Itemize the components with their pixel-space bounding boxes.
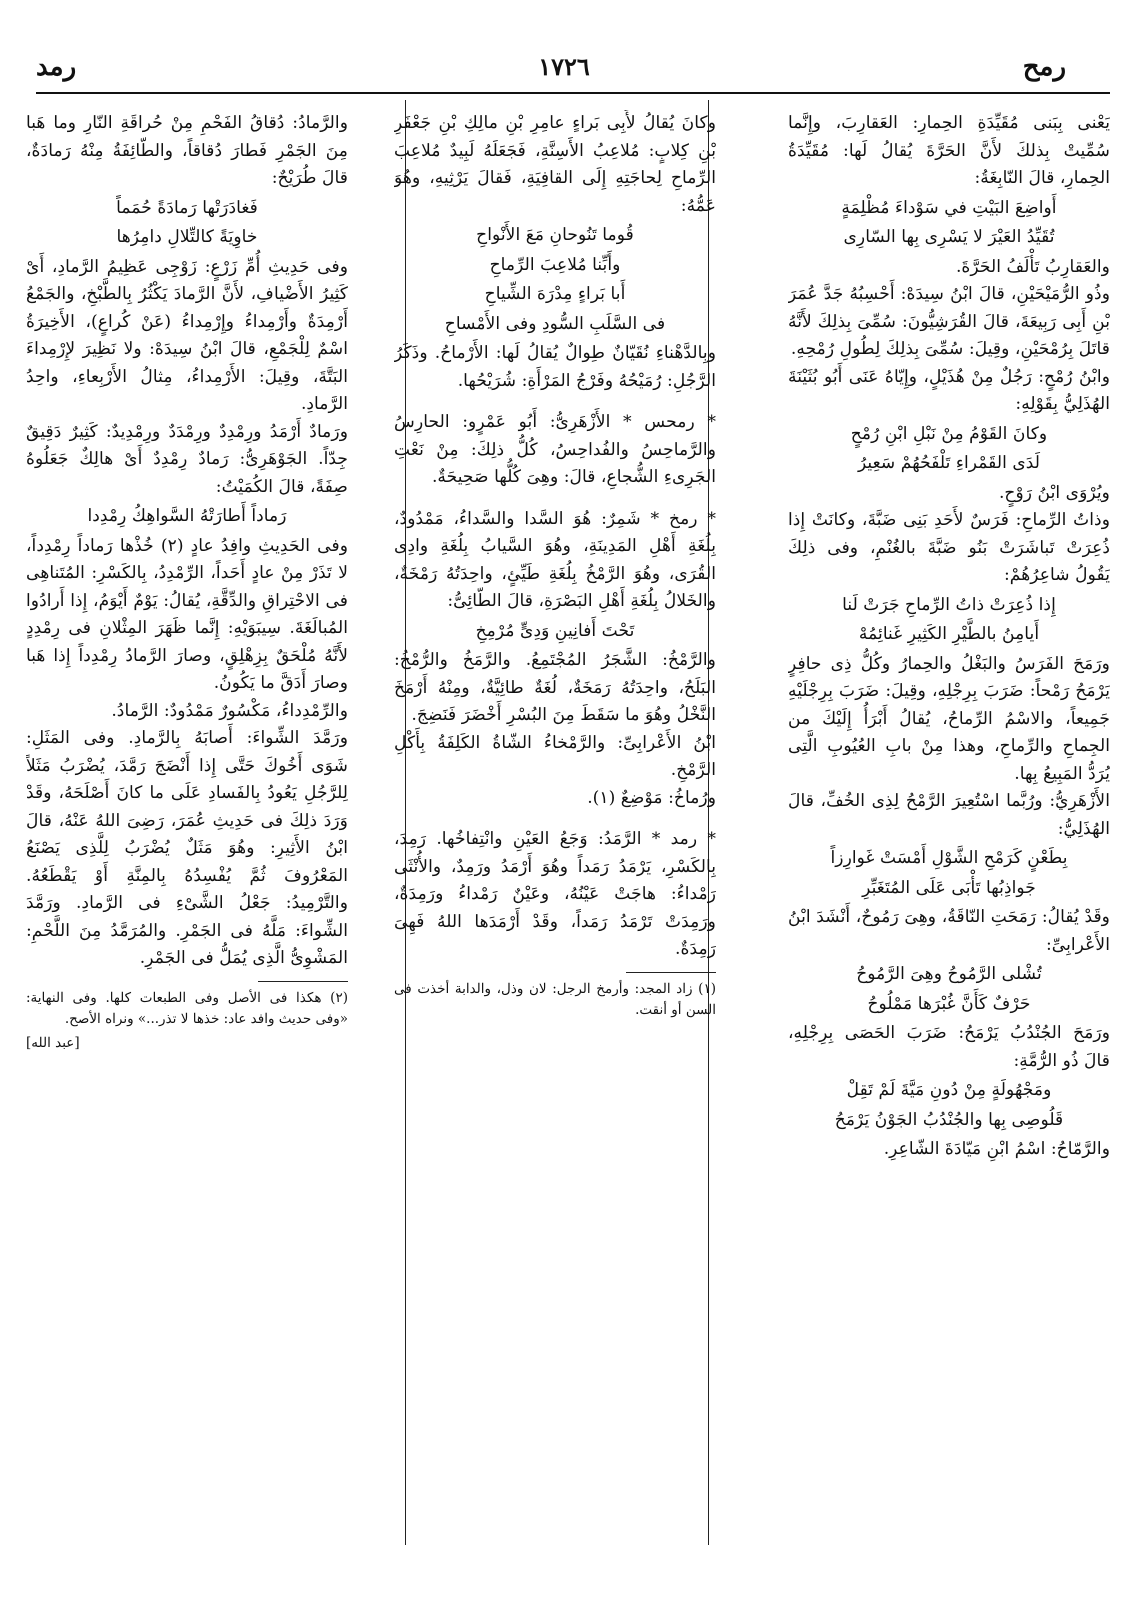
entry-text: وذاتُ الرِّماحِ: فَرَسٌ لأَحَدِ بَنِى ضَبَّةَ، وكانَتْ إِذا ذُعِرَتْ تَباشَرَتْ بَنُو ضَبَّةَ بالغُنْمِ، وفى ذلِكَ يَقُولُ شاعِرُهُمْ: — [788, 510, 1110, 585]
entry-text: ورَمَحَ الفَرَسُ والبَغْلُ والحِمارُ وكُلُّ ذِى حافِرٍ يَرْمَحُ رَمْحاً: ضَرَبَ بِرِجْلِهِ، وقِيلَ: ضَرَبَ بِرِجْلَيْهِ جَمِيعاً، والاسْمُ الرِّماحُ، يُقالُ أَبْرَأُ إِلَيْكَ من الجِماحِ والرِّماحِ، وهذا مِنْ بابِ العُيُوبِ الَّتِى يُرَدُّ المَبِيعُ بِها. — [788, 653, 1110, 784]
verse-line: فَغادَرَتْها رَمادَةً حُمَماً — [116, 197, 258, 218]
verse-line: وأَبِّنا مُلاعِبَ الرِّماحِ — [489, 254, 621, 275]
entry-rmd: * رمد * الرَّمَدُ: وَجَعُ العَيْنِ وانْتِفاخُها. رَمِدَ، بِالكَسْرِ، يَرْمَدُ رَمَداً وهُوَ أَرْمَدُ ورَمِدٌ، والأُنْثَى رَمْداءُ: هاجَتْ عَيْنُهُ، وعَيْنٌ رَمْداءُ ورَمِدَةٌ، ورَمِدَتْ تَرْمَدُ رَمَداً، وقَدْ أَرْمَدَها اللهُ فَهِىَ رَمِدَةٌ. — [394, 829, 716, 959]
verse-line: حَرْفٌ كَأَنَّ غُبْرَها مَمْلُوحُ — [867, 993, 1031, 1014]
verse-line: إِذا ذُعِرَتْ ذاتُ الرِّماحِ جَرَتْ لَنا — [842, 594, 1056, 615]
verse-line: تَحْتَ أَفانِينِ وَدِىٍّ مُرْمِخِ — [475, 620, 635, 641]
entry-text: ويُرْوَى ابْنُ رَوْحٍ. — [998, 482, 1110, 503]
entry-text: وابْنُ رُمْحٍ: رَجُلٌ مِنْ هُذَيْلٍ، وإِيّاهُ عَنَى أَبُو بُثَيْنَةَ الهُذَلِيُّ بِقَوْلِهِ: — [788, 366, 1110, 414]
entry-text: ورَمَحَ الجُنْدُبُ يَرْمَحُ: ضَرَبَ الحَصَى بِرِجْلِهِ، قالَ ذُو الرُّمَّةِ: — [788, 1023, 1110, 1071]
verse-line: رَماداً أَطارَتْهُ السَّواهِكُ رِمْدِدا — [87, 506, 287, 526]
verse-line: تُقَيِّدُ العَيْرَ لا يَسْرِى بِها السّارِى — [843, 227, 1055, 247]
entry-text: والرَّمْخُ: الشَّجَرُ المُجْتَمِعُ. والرَّمَخُ والرُّمْخُ: البَلَحُ، واحِدَتُهُ رَمَخَةٌ، لُغَةٌ طائِيَّةٌ، ومِنْهُ أَرْمَخَ النَّخْلُ وهُوَ ما سَقَطَ مِنَ البُسْرِ أَخْضَرَ فَنَضِجَ. — [394, 650, 716, 725]
entry-text: والرَّمادُ: دُقاقُ الفَحْمِ مِنْ حُراقَةِ النّارِ وما هَبا مِنَ الجَمْرِ فَطارَ دُقاقاً، والطّائِفَةُ مِنْهُ رَمادَةٌ، قالَ طُرَيْحٌ: — [26, 113, 348, 188]
column-middle — [394, 110, 716, 1540]
entry-text: وكانَ يُقالُ لأَبِى بَراءٍ عامِرِ بْنِ مالِكِ بْنِ جَعْفَرِ بْنِ كِلابٍ: مُلاعِبُ الأَسِنَّةِ، فَجَعَلَهُ لَبِيدٌ مُلاعِبَ الرِّماحِ لِحاجَتِهِ إِلَى القافِيَةِ، فَقالَ يَرْثِيهِ، وهُوَ عَمُّهُ: — [394, 113, 716, 216]
footnote-rule — [258, 981, 348, 982]
entry-text: يَعْنى بِبَنى مُقَيِّدَةِ الحِمارِ: العَقارِبَ، وإِنَّما سُمِّيتْ بِذلكَ لأَنَّ الحَرَّةَ يُقالُ لَها: مُقَيِّدَةُ الحِمارِ، قالَ النّابِغَةُ: — [788, 113, 1110, 188]
entry-text: والعَقارِبُ تَأْلَفُ الحَرَّةَ. — [955, 256, 1110, 277]
entry-text: وفى الحَدِيثِ وافِدُ عادٍ (٢) خُذْها رَماداً رِمْدِداً، لا تَذَرْ مِنْ عادٍ أَحَداً، الرِّمْدِدُ، بِالكَسْرِ: المُتَناهِى فى الاحْتِراقِ والدِّقَّةِ، يُقالُ: يَوْمٌ أَيْوَمُ، إِذا أَرادُوا المُبالَغَةَ. سِيبَوَيْهِ: إِنَّما ظَهَرَ المِثْلانِ فى رِمْدِدٍ لأَنَّهُ مُلْحَقٌ بِزِهْلِقٍ، وصارَ الرَّمادُ رِمْدِداً إِذا هَبا وصارَ أَدَقَّ ما يَكُونُ. — [26, 535, 348, 693]
verse-line: بِطَعْنٍ كَرَمْحِ الشَّوْلِ أَمْسَتْ غَوارِزاً — [830, 848, 1068, 868]
entry-text: ورَمَّدَ الشِّواءَ: أَصابَهُ بِالرَّمادِ. وفى المَثَلِ: شَوَى أَخُوكَ حَتَّى إِذا أَنْضَجَ رَمَّدَ، يُضْرَبُ مَثَلاً لِلرَّجُلِ يَعُودُ بِالفَسادِ عَلَى ما كانَ أَصْلَحَهُ، وقَدْ وَرَدَ ذلِكَ فى حَدِيثِ عُمَرَ، رَضِىَ اللهُ عَنْهُ، قالَ ابْنُ الأَثِيرِ: وهُوَ مَثَلٌ يُضْرَبُ لِلَّذِى يَصْنَعُ المَعْرُوفَ ثُمَّ يُفْسِدُهُ بِالمِنَّةِ أَوْ يَقْطَعُهُ. والتَّرْمِيدُ: جَعْلُ الشَّىْءِ فى الرَّمادِ. ورَمَّدَ الشِّواءَ: مَلَّهُ فى الجَمْرِ. والمُرَمَّدُ مِنَ اللَّحْمِ: المَشْوِىُّ الَّذِى يُمَلُّ فى الجَمْرِ. — [26, 728, 348, 968]
footnote-rule — [626, 972, 716, 973]
entry-text: والرَّمّاحُ: اسْمُ ابْنِ مَيّادَةَ الشّاعِرِ. — [883, 1139, 1110, 1159]
verse-line: قَلُوصِى بِها والجُنْدُبُ الجَوْنُ يَرْمَحُ — [834, 1109, 1064, 1130]
verse-line: أَبا بَراءٍ مِدْرَهَ الشِّياحِ — [484, 284, 626, 304]
entry-rmhs: * رمحس * الأَزْهَرِىُّ: أَبُو عَمْرٍو: الحارِسُ والرَّماحِسُ والفُداحِسُ، كُلُّ ذلِكَ: مِنْ نَعْتِ الجَرِىءِ الشُّجاعِ، قالَ: وهِىَ كُلُّها صَحِيحَةٌ. — [394, 412, 716, 487]
entry-text: وبِالدَّهْناءِ نُقَيّانٌ طِوالٌ يُقالُ لَها: الأَرْماحُ. وذَكَرُ الرَّجُلِ: رُمَيْحُهُ وفَرْجُ المَرْأَةِ: شُرَيْحُها. — [394, 343, 716, 391]
footnote-1: (١) زاد المجد: وأرمخ الرجل: لان وذل، والدابة أخذت فى السن أو أنقت. — [394, 980, 716, 1018]
verse-line: جَواذِبُها تَأْبَى عَلَى المُتَغَبِّرِ — [862, 877, 1036, 898]
verse-line: لَدَى القَمْراءِ تَلْفَحُهُمْ سَعِيرُ — [857, 453, 1041, 473]
verse-line: قُوما تَنُوحانِ مَعَ الأَنْواحِ — [476, 225, 634, 245]
page-number: ١٧٢٦ — [538, 52, 590, 81]
entry-text: وقَدْ يُقالُ: رَمَحَتِ النّاقَةُ، وهِىَ رَمُوحٌ، أَنْشَدَ ابْنُ الأَعْرابِىِّ: — [788, 907, 1110, 955]
verse-line: أَواضِعَ البَيْتِ في سَوْداءَ مُظْلِمَةٍ — [841, 197, 1057, 218]
editor-signature: [عبد الله] — [26, 1034, 80, 1051]
verse-line: ومَجْهُولَةٍ مِنْ دُونِ مَيَّةَ لَمْ تَقِلْ — [846, 1080, 1052, 1100]
entry-rmkh: * رمخ * شَمِرٌ: هُوَ السَّدا والسَّداءُ، مَمْدُودٌ، بِلُغَةِ أَهْلِ المَدِينَةِ، وهُوَ السَّيابُ بِلُغَةِ وادِى القُرَى، وهُوَ الرَّمْخُ بِلُغَةِ طَيِّئٍ، واحِدَتُهُ رَمْخَةٌ، والخَلالُ بِلُغَةِ أَهْلِ البَصْرَةِ، قالَ الطّائِىُّ: — [394, 508, 716, 611]
header-left-word: رمد — [36, 52, 77, 82]
verse-line: أَيامِنُ بالطَّيْرِ الكَثِيرِ غَنائِمُهْ — [858, 624, 1040, 644]
verse-line: فى السَّلَبِ السُّودِ وفى الأَمْساحِ — [444, 313, 666, 334]
header-rule — [36, 92, 1110, 94]
entry-text: وذُو الرُّمَيْحَيْنِ، قالَ ابْنُ سِيدَهْ: أَحْسِبُهُ جَدَّ عُمَرَ بْنِ أَبِى رَبِيعَةَ، قالَ القُرَشِيُّونَ: سُمِّىَ بِذلِكَ لأَنَّهُ قاتَلَ بِرُمْحَيْنِ، وقِيلَ: سُمِّىَ بِذلِكَ لِطُولِ رُمْحِهِ. — [788, 284, 1110, 359]
entry-text: ورَمادٌ أَرْمَدُ ورِمْدِدٌ ورِمْدَدٌ ورِمْدِيدٌ: كَثِيرٌ دَقِيقٌ جِدّاً. الجَوْهَرِىُّ: رَمادٌ رِمْدِدٌ أَىْ هالِكٌ جَعَلُوهُ صِفَةً، قالَ الكُمَيْتُ: — [26, 421, 348, 497]
column-right — [788, 110, 1110, 1540]
verse-line: وكانَ القَوْمُ مِنْ نَبْلِ ابْنِ رُمْحٍ — [850, 423, 1048, 444]
header-right-word: رمح — [1022, 52, 1066, 82]
entry-text: الأَزْهَرِيُّ: ورُبَّما اسْتُعِيرَ الرَّمْحُ لِذِى الخُفِّ، قالَ الهُذَلِيُّ: — [788, 791, 1110, 839]
footnote-2: (٢) هكذا فى الأصل وفى الطبعات كلها. وفى النهاية: «وفى حديث وافد عاد: خذها لا تذر...» ونراه الأصح. — [26, 989, 348, 1027]
verse-line: خاوِيَةً كالتِّلالِ دامِرُها — [116, 227, 258, 247]
verse-line: تُشْلى الرَّمُوحُ وهِىَ الرَّمُوحُ — [856, 964, 1042, 984]
entry-text: ابْنُ الأَعْرابِىِّ: والرَّمْخاءُ الشّاةُ الكَلِفَةُ بِأَكْلِ الرَّمْخِ. — [394, 732, 716, 780]
column-left — [26, 110, 348, 1540]
entry-text: ورُماخُ: مَوْضِعٌ (١). — [587, 787, 716, 808]
entry-text: والرِّمْدِداءُ، مَكْسُورٌ مَمْدُودٌ: الرَّمادُ. — [111, 700, 348, 721]
entry-text: وفى حَدِيثِ أُمِّ زَرْعٍ: زَوْجِى عَظِيمُ الرَّمادِ، أَىْ كَثِيرُ الأَضْيافِ، لأَنَّ الرَّمادَ يَكْثُرُ بِالطَّبْخِ، والجَمْعُ أَرْمِدَةٌ وأَرْمِداءُ وإِرْمِداءُ (عَنْ كُراعٍ)، الأَخِيرَةُ اسْمٌ لِلْجَمْعِ، قالَ ابْنُ سِيدَهْ: ولا نَظِيرَ لإِرْمِداءَ البَتَّةَ، وقِيلَ: الأَرْمِداءُ، مِثالُ الأَرْبِعاءِ، واحِدُ الرَّمادِ. — [26, 256, 348, 414]
